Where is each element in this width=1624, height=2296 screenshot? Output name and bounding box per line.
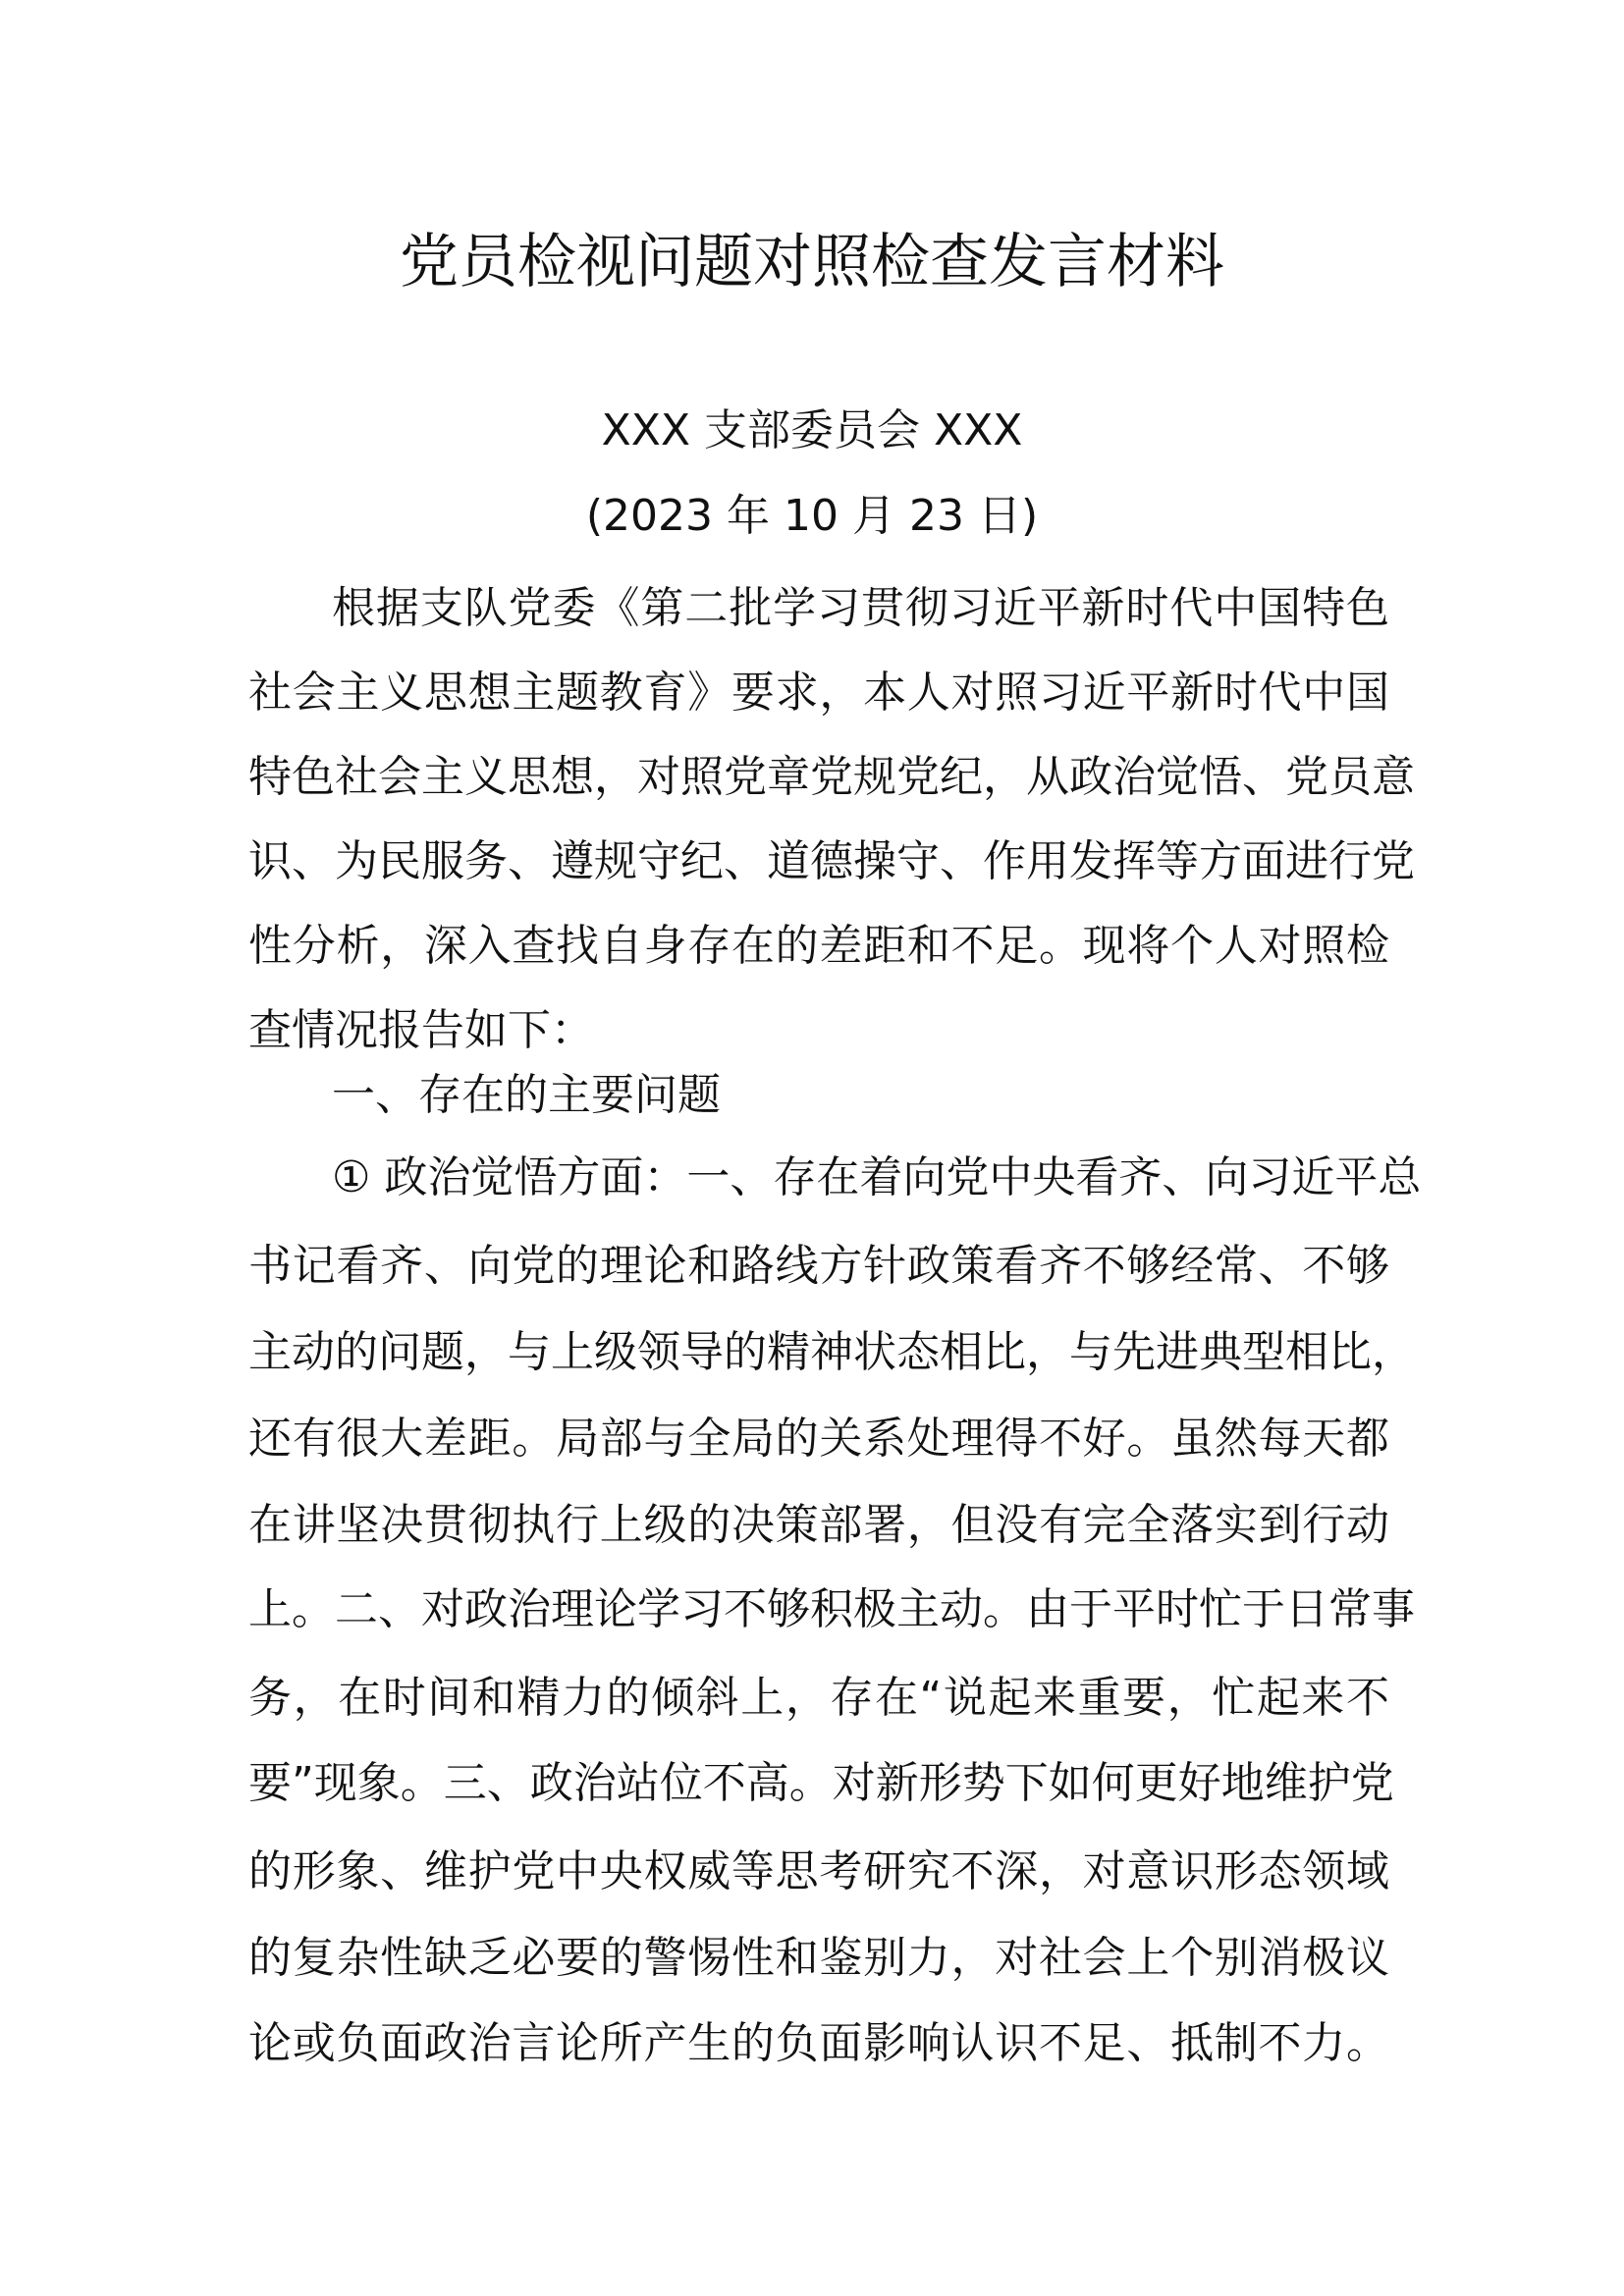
body-paragraph-line: 的形象、维护党中央权威等思考研究不深，对意识形态领域 (248, 1846, 1389, 1896)
document-title: 党员检视问题对照检查发言材料 (400, 228, 1224, 296)
author-line: XXX 支部委员会 XXX (601, 405, 1023, 455)
section-heading: 一、存在的主要问题 (332, 1070, 721, 1120)
date-line: (2023 年 10 月 23 日) (585, 491, 1039, 541)
intro-paragraph-line: 识、为民服务、遵规守纪、道德操守、作用发挥等方面进行党 (248, 836, 1415, 886)
body-paragraph-line: 上。二、对政治理论学习不够积极主动。由于平时忙于日常事 (248, 1584, 1415, 1634)
intro-paragraph-line: 根据支队党委《第二批学习贯彻习近平新时代中国特色 (332, 583, 1389, 633)
body-paragraph-line: 务，在时间和精力的倾斜上，存在“说起来重要，忙起来不 (248, 1673, 1389, 1723)
intro-paragraph-line: 性分析，深入查找自身存在的差距和不足。现将个人对照检 (248, 921, 1389, 971)
body-paragraph-line: 要”现象。三、政治站位不高。对新形势下如何更好地维护党 (248, 1758, 1394, 1808)
body-paragraph-line: ① 政治觉悟方面：一、存在着向党中央看齐、向习近平总 (332, 1152, 1422, 1202)
body-paragraph-line: 在讲坚决贯彻执行上级的决策部署，但没有完全落实到行动 (248, 1500, 1389, 1550)
intro-paragraph-line: 查情况报告如下： (248, 1005, 594, 1055)
body-paragraph-line: 还有很大差距。局部与全局的关系处理得不好。虽然每天都 (248, 1414, 1389, 1464)
body-paragraph-line: 主动的问题，与上级领导的精神状态相比，与先进典型相比， (248, 1327, 1415, 1377)
body-paragraph-line: 的复杂性缺乏必要的警惕性和鉴别力，对社会上个别消极议 (248, 1933, 1389, 1983)
body-paragraph-line: 论或负面政治言论所产生的负面影响认识不足、抵制不力。 (248, 2018, 1389, 2068)
body-paragraph-line: 书记看齐、向党的理论和路线方针政策看齐不够经常、不够 (248, 1241, 1389, 1291)
intro-paragraph-line: 特色社会主义思想，对照党章党规党纪，从政治觉悟、党员意 (248, 752, 1415, 802)
intro-paragraph-line: 社会主义思想主题教育》要求，本人对照习近平新时代中国 (248, 667, 1389, 718)
